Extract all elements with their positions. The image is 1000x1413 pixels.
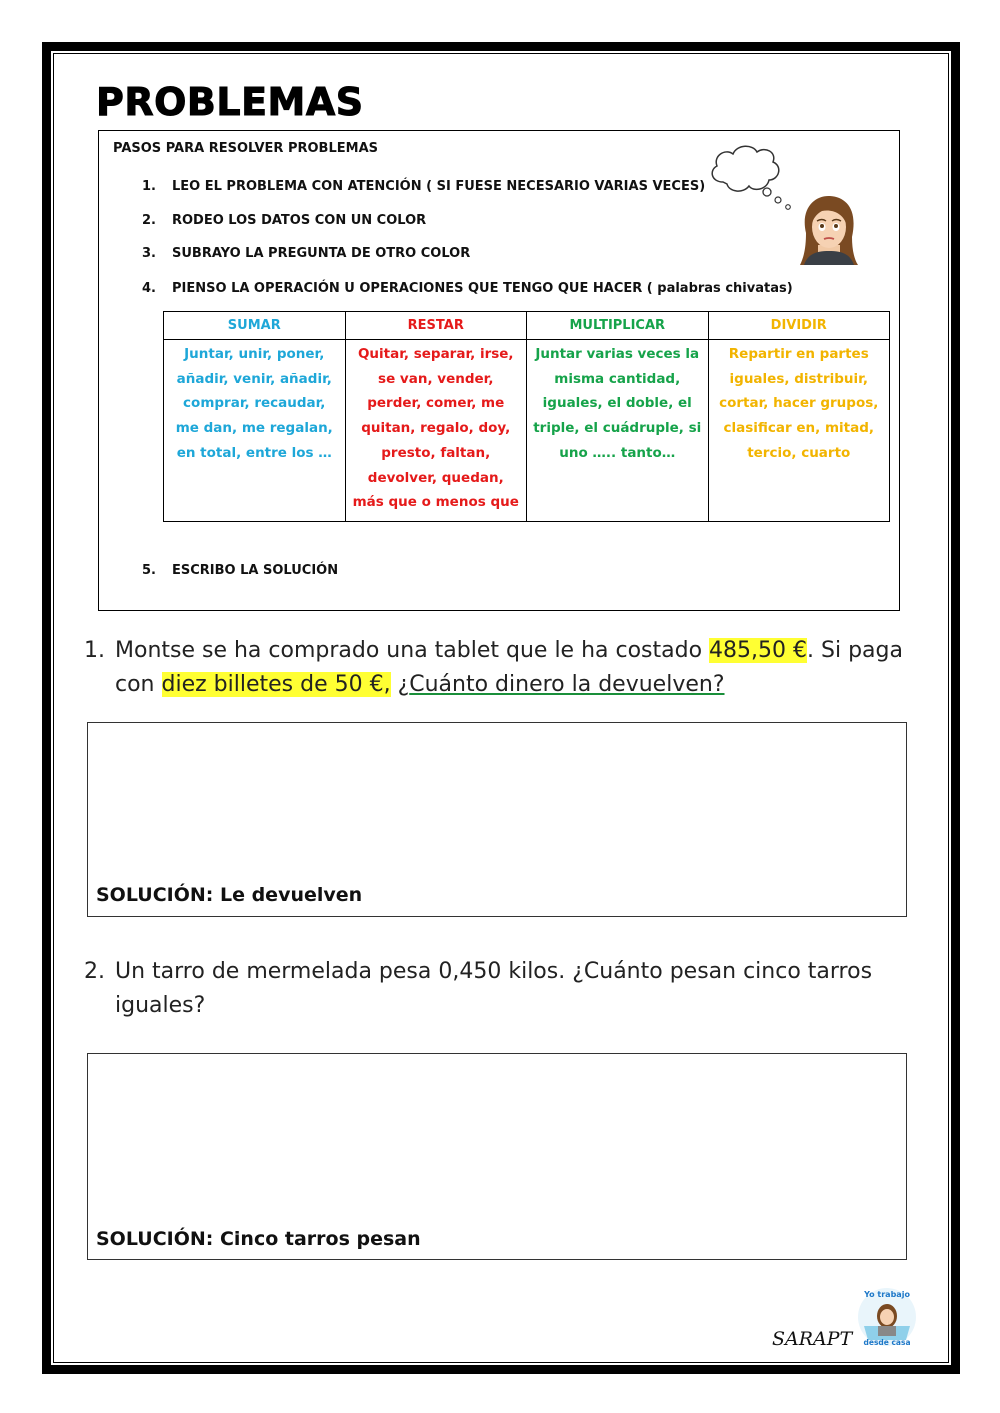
- problem-number: 1.: [84, 638, 105, 663]
- step-number: 4.: [142, 281, 156, 296]
- step-4: [142, 281, 793, 296]
- step-3: [142, 246, 470, 261]
- step-number: 1.: [142, 179, 156, 194]
- operation-words-dividir: Repartir en partes iguales, distribuir, cortar, hacer grupos, clasificar en, mitad, tercio, cuarto: [708, 340, 890, 522]
- problem-text-part: Montse se ha comprado una tablet que le ha costado: [115, 638, 710, 663]
- solution-label-2: SOLUCIÓN: Cinco tarros pesan: [96, 1228, 421, 1250]
- problem-number: 2.: [84, 959, 105, 984]
- operation-words-multiplicar: Juntar varias veces la misma cantidad, iguales, el doble, el triple, el cuádruple, si uno ….. tanto…: [527, 340, 709, 522]
- thought-bubble-icon: [705, 140, 800, 215]
- problem-text-part: . Si paga con: [115, 638, 903, 697]
- operation-words-restar: Quitar, separar, irse, se van, vender, perder, comer, me quitan, regalo, doy, presto, faltan, devolver, quedan, más que o menos que: [345, 340, 527, 522]
- problem-text: Un tarro de mermelada pesa 0,450 kilos. ¿Cuánto pesan cinco tarros iguales?: [115, 959, 873, 1018]
- badge-text-top: Yo trabajo: [864, 1290, 910, 1299]
- author-signature: SARAPT: [772, 1328, 853, 1350]
- step-number: 5.: [142, 563, 156, 578]
- step-number: 3.: [142, 246, 156, 261]
- operation-words-sumar: Juntar, unir, poner, añadir, venir, añadir, comprar, recaudar, me dan, me regalan, en total, entre los …: [164, 340, 346, 522]
- yo-trabajo-desde-casa-logo-icon: [856, 1286, 918, 1348]
- problem-text-part: ¿: [390, 672, 410, 697]
- step-text: LEO EL PROBLEMA CON ATENCIÓN ( SI FUESE NECESARIO VARIAS VECES): [172, 179, 706, 194]
- operation-header-sumar: SUMAR: [164, 312, 346, 340]
- operation-header-multiplicar: MULTIPLICAR: [527, 312, 709, 340]
- badge-text-bottom: desde casa: [863, 1338, 911, 1347]
- operation-header-restar: RESTAR: [345, 312, 527, 340]
- operation-header-dividir: DIVIDIR: [708, 312, 890, 340]
- underlined-question: Cuánto dinero la devuelven?: [409, 672, 725, 697]
- step-text: RODEO LOS DATOS CON UN COLOR: [172, 213, 427, 228]
- step-5: [142, 563, 338, 578]
- page-title: PROBLEMAS: [96, 80, 364, 124]
- highlighted-data: 485,50 €: [709, 638, 808, 663]
- step-number: 2.: [142, 213, 156, 228]
- avatar-teacher-icon: [798, 193, 860, 267]
- operations-table: [163, 311, 890, 522]
- solution-label-1: SOLUCIÓN: Le devuelven: [96, 884, 363, 906]
- step-2: [142, 213, 426, 228]
- steps-heading: PASOS PARA RESOLVER PROBLEMAS: [113, 141, 378, 156]
- step-text: SUBRAYO LA PREGUNTA DE OTRO COLOR: [172, 246, 471, 261]
- problem-text: [115, 634, 935, 702]
- highlighted-data: diez billetes de 50 €,: [161, 672, 391, 697]
- step-1: [142, 179, 705, 194]
- step-text: ESCRIBO LA SOLUCIÓN: [172, 563, 339, 578]
- step-text: PIENSO LA OPERACIÓN U OPERACIONES QUE TENGO QUE HACER ( palabras chivatas): [172, 281, 793, 296]
